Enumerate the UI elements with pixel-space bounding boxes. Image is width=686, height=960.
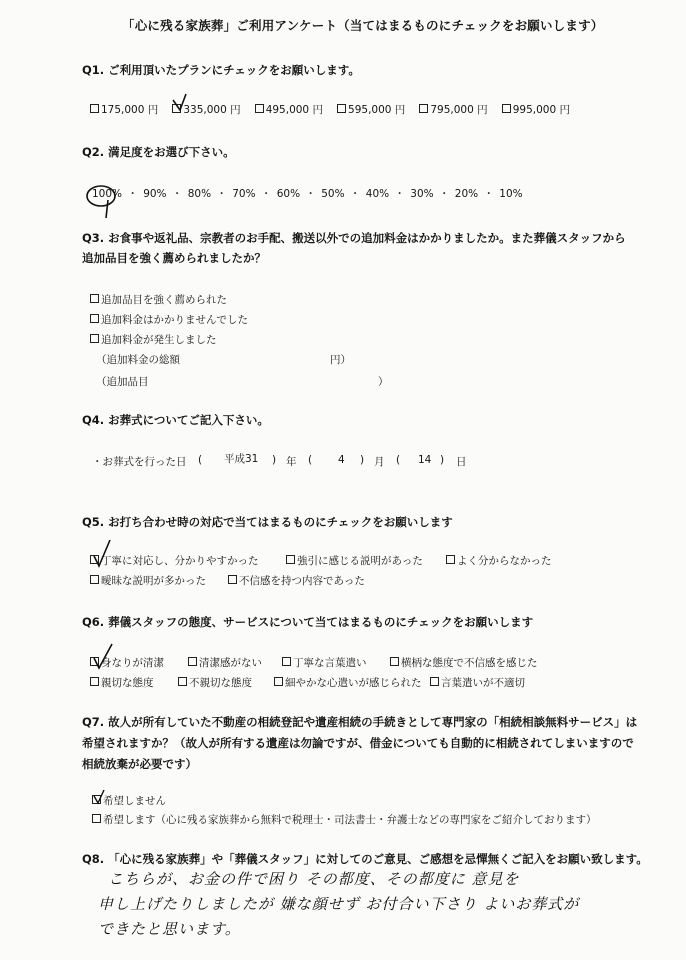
plan-option[interactable]: 995,000 円: [502, 102, 570, 117]
q6-question: Q6. 葬儀スタッフの態度、サービスについて当てはまるものにチェックをお願いします: [82, 615, 534, 629]
q6-option[interactable]: 不親切な態度: [178, 675, 252, 690]
q7-question-line1: Q7. 故人が所有していた不動産の相続登記や遺産相続の手続きとして専門家の「相続相談無料サービス」は: [82, 715, 638, 729]
paren-open-icon: (: [396, 454, 401, 466]
q3-question-line1: Q3. お食事や返礼品、宗教者のお手配、搬送以外での追加料金はかかりましたか。また葬儀スタッフから: [82, 231, 626, 245]
day-unit: 日: [456, 456, 467, 468]
q6-option-selected[interactable]: 身なりが清潔: [90, 655, 164, 670]
plan-option[interactable]: 795,000 円: [419, 102, 487, 117]
handwritten-comment-line1[interactable]: こちらが、お金の件で困り その都度、その都度に 意見を: [108, 870, 520, 888]
selection-circle-icon: [87, 186, 115, 206]
q5-option[interactable]: 不信感を持つ内容であった: [228, 573, 365, 588]
q6-option[interactable]: 丁寧な言葉遣い: [282, 655, 367, 670]
q3-option[interactable]: 追加料金はかかりませんでした: [90, 312, 248, 327]
plan-option[interactable]: 175,000 円: [90, 102, 158, 117]
funeral-month[interactable]: 4: [338, 454, 345, 466]
q7-question-line3: 相続放棄が必要です）: [82, 757, 197, 771]
handwritten-comment-line3[interactable]: できたと思います。: [98, 920, 241, 938]
page-title: 「心に残る家族葬」ご利用アンケート（当てはまるものにチェックをお願いします）: [122, 18, 604, 33]
q5-option[interactable]: 曖昧な説明が多かった: [90, 573, 206, 588]
q6-option[interactable]: 横柄な態度で不信感を感じた: [390, 655, 538, 670]
satisfaction-scale[interactable]: 100% ・ 90% ・ 80% ・ 70% ・ 60% ・ 50% ・ 40% ・ 30% ・ 20% ・ 10%: [92, 188, 523, 200]
paren-close-icon: ): [272, 454, 277, 466]
q3-question-line2: 追加品目を強く薦められましたか？: [82, 251, 266, 265]
q7-option[interactable]: 希望します（心に残る家族葬から無料で税理士・司法書士・弁護士などの専門家をご紹介しております）: [92, 812, 597, 827]
check-mark-icon: [94, 790, 104, 803]
additional-items-label: （追加品目: [96, 376, 149, 388]
handwritten-comment-line2[interactable]: 申し上げたりしましたが 嫌な顔せず お付合い下さり よいお葬式が: [98, 895, 580, 913]
q6-option[interactable]: 清潔感がない: [188, 655, 262, 670]
funeral-day[interactable]: 14: [418, 454, 432, 466]
q6-option[interactable]: 親切な態度: [90, 675, 154, 690]
q5-question: Q5. お打ち合わせ時の対応で当てはまるものにチェックをお願いします: [82, 515, 453, 529]
q8-question: Q8. 「心に残る家族葬」や「葬儀スタッフ」に対してのご意見、ご感想を忌憚無くご記入をお願い致します。: [82, 852, 648, 866]
q7-question-line2: 希望されますか？（故人が所有する遺産は勿論ですが、借金についても自動的に相続されてしまいますので: [82, 736, 634, 750]
plan-option-selected[interactable]: 335,000 円: [172, 102, 240, 117]
check-mark-icon: [94, 540, 110, 566]
q5-option[interactable]: よく分からなかった: [446, 553, 552, 568]
funeral-date-label: ・お葬式を行った日: [92, 456, 187, 468]
additional-items-close: ）: [378, 376, 389, 388]
paren-close-icon: ): [440, 454, 445, 466]
q5-option-selected[interactable]: 丁寧に対応し、分かりやすかった: [90, 553, 259, 568]
paren-open-icon: (: [198, 454, 203, 466]
additional-fee-total-label: （追加料金の総額: [96, 354, 180, 366]
q3-option[interactable]: 追加品目を強く薦められた: [90, 292, 227, 307]
selection-stroke-icon: [106, 200, 108, 218]
q2-question: Q2. 満足度をお選び下さい。: [82, 145, 235, 159]
check-mark-icon: [94, 644, 112, 668]
q5-option[interactable]: 強引に感じる説明があった: [286, 553, 423, 568]
month-unit: 月: [374, 456, 385, 468]
plan-option[interactable]: 495,000 円: [255, 102, 323, 117]
check-mark-icon: [173, 94, 186, 110]
q1-question: Q1. ご利用頂いたプランにチェックをお願いします。: [82, 63, 360, 77]
q7-option-selected[interactable]: 希望しません: [92, 793, 166, 808]
paren-close-icon: ): [360, 454, 365, 466]
q4-question: Q4. お葬式についてご記入下さい。: [82, 413, 269, 427]
q3-option[interactable]: 追加料金が発生しました: [90, 332, 217, 347]
paren-open-icon: (: [308, 454, 313, 466]
additional-fee-total-close: 円）: [330, 354, 351, 366]
plan-option[interactable]: 595,000 円: [337, 102, 405, 117]
q6-option[interactable]: 言葉遣いが不適切: [430, 675, 525, 690]
q6-option[interactable]: 細やかな心遣いが感じられた: [274, 675, 422, 690]
year-unit: 年: [286, 456, 297, 468]
funeral-era[interactable]: 平成31: [224, 453, 259, 465]
